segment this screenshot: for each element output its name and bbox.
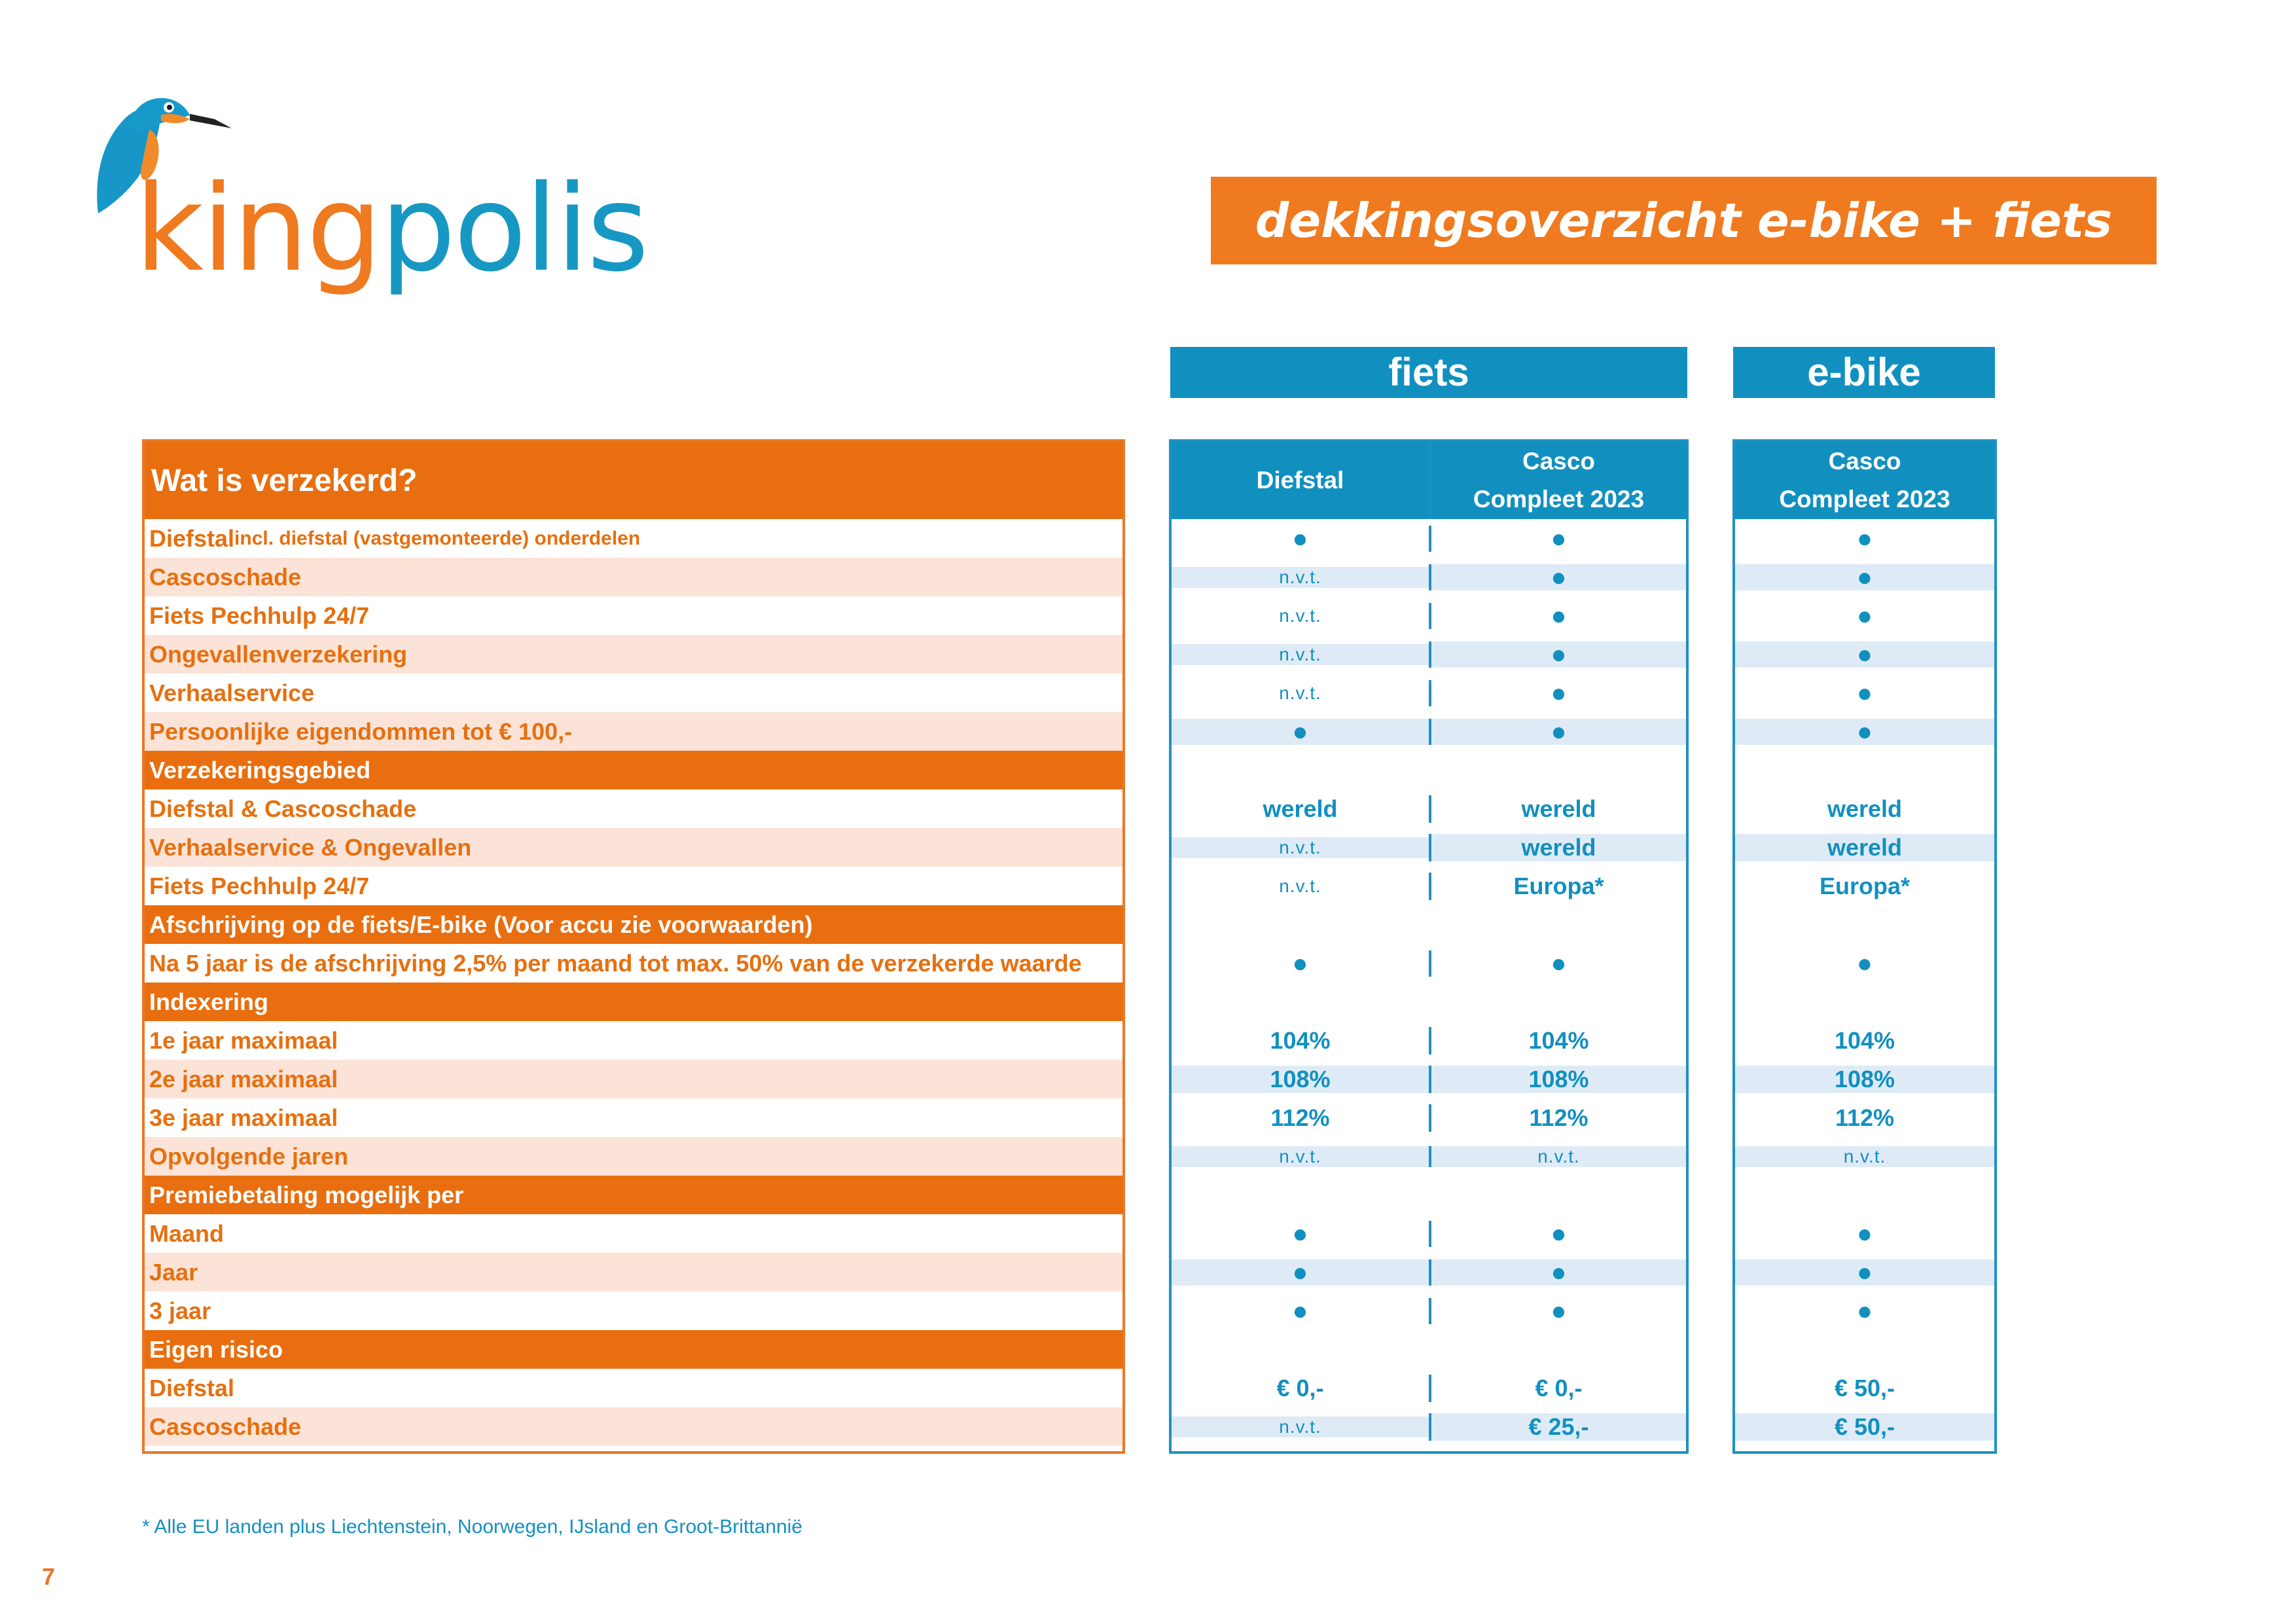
logo-part-king: king [135, 159, 380, 298]
coverage-cell: n.v.t. [1735, 1146, 1994, 1167]
coverage-cell: 104% [1429, 1027, 1686, 1055]
coverage-cell: wereld [1735, 834, 1994, 861]
table-row [1172, 1060, 1686, 1098]
coverage-cell: ● [1735, 680, 1994, 706]
row-label: Diefstal [149, 524, 235, 552]
section-header-row [1735, 751, 1994, 789]
table-row [1172, 1098, 1686, 1137]
row-label: Fiets Pechhulp 24/7 [149, 872, 370, 899]
section-header-row [145, 983, 1122, 1021]
coverage-cell: € 25,- [1429, 1413, 1686, 1441]
table-row [1735, 1098, 1994, 1137]
table-row [1735, 867, 1994, 905]
coverage-cell: n.v.t. [1172, 605, 1429, 626]
coverage-cell: ● [1429, 1221, 1686, 1247]
section-header-row [1735, 983, 1994, 1021]
coverage-cell: ● [1735, 526, 1994, 552]
coverage-cell: 112% [1172, 1104, 1429, 1132]
table-row [1735, 1060, 1994, 1098]
coverage-cell: n.v.t. [1172, 567, 1429, 588]
section-header-row [1172, 751, 1686, 789]
row-label: Persoonlijke eigendommen tot € 100,- [149, 717, 573, 745]
column-header-line: Casco [1828, 448, 1901, 475]
coverage-cell: ● [1429, 564, 1686, 590]
coverage-cell: ● [1429, 950, 1686, 977]
table-row [1735, 674, 1994, 712]
section-header-row [145, 1176, 1122, 1214]
coverage-labels-panel [142, 439, 1125, 1454]
coverage-cell: ● [1429, 719, 1686, 745]
coverage-cell: ● [1735, 1259, 1994, 1286]
page-number: 7 [42, 1563, 56, 1590]
coverage-cell: ● [1735, 950, 1994, 977]
table-row [145, 558, 1122, 596]
table-row [145, 596, 1122, 635]
table-row [145, 1098, 1122, 1137]
group-header-ebike: e-bike [1733, 347, 1995, 398]
row-label: Verhaalservice [149, 679, 315, 706]
coverage-cell: € 0,- [1429, 1375, 1686, 1402]
coverage-cell: ● [1429, 603, 1686, 629]
row-sublabel: incl. diefstal (vastgemonteerde) onderdelen [234, 527, 641, 549]
table-row [1172, 789, 1686, 828]
table-row [1172, 596, 1686, 635]
table-row [1172, 1214, 1686, 1253]
table-row [1735, 635, 1994, 674]
coverage-cell: 108% [1429, 1066, 1686, 1093]
table-row [145, 867, 1122, 905]
coverage-cell: 112% [1735, 1104, 1994, 1132]
logo-wordmark [135, 159, 647, 298]
coverage-cell: ● [1735, 603, 1994, 629]
coverage-cell: € 50,- [1735, 1413, 1994, 1441]
table-row [145, 1060, 1122, 1098]
coverage-cell: € 0,- [1172, 1375, 1429, 1402]
coverage-cell: n.v.t. [1172, 644, 1429, 665]
row-label: Na 5 jaar is de afschrijving 2,5% per maand tot max. 50% van de verzekerde waarde [149, 949, 1082, 977]
coverage-cell: ● [1735, 1221, 1994, 1247]
table-row [1735, 519, 1994, 558]
section-label: Indexering [149, 988, 269, 1015]
coverage-cell: ● [1429, 680, 1686, 706]
column-header-line: Compleet 2023 [1779, 486, 1950, 513]
row-label: Verhaalservice & Ongevallen [149, 833, 472, 861]
coverage-cell: n.v.t. [1172, 837, 1429, 858]
coverage-cell: wereld [1172, 795, 1429, 823]
table-row [145, 1253, 1122, 1291]
table-row [1172, 519, 1686, 558]
coverage-cell: Europa* [1429, 873, 1686, 900]
section-header-row [145, 751, 1122, 789]
table-row [1735, 789, 1994, 828]
row-label: Ongevallenverzekering [149, 640, 408, 668]
section-header-row [1735, 1176, 1994, 1214]
column-header-line: Compleet 2023 [1473, 486, 1645, 513]
coverage-cell: ● [1172, 1259, 1429, 1286]
ebike-header-row [1735, 442, 1994, 519]
table-row [1172, 944, 1686, 983]
coverage-cell: ● [1172, 1298, 1429, 1324]
table-row [1735, 1021, 1994, 1060]
coverage-cell: ● [1172, 719, 1429, 745]
table-row [145, 828, 1122, 867]
coverage-cell: 112% [1429, 1104, 1686, 1132]
kingpolis-logo [92, 92, 668, 334]
fiets-header-row [1172, 442, 1686, 519]
coverage-cell: ● [1429, 641, 1686, 668]
table-row [145, 1021, 1122, 1060]
table-row [1735, 828, 1994, 867]
section-header-row [1172, 983, 1686, 1021]
coverage-cell: wereld [1429, 834, 1686, 861]
table-row [1172, 828, 1686, 867]
section-label: Premiebetaling mogelijk per [149, 1181, 464, 1208]
row-label: Fiets Pechhulp 24/7 [149, 602, 370, 629]
table-row [145, 1214, 1122, 1253]
row-label: 1e jaar maximaal [149, 1026, 338, 1054]
section-header-row [145, 905, 1122, 944]
coverage-cell: 108% [1735, 1066, 1994, 1093]
section-header-row [1735, 905, 1994, 944]
coverage-cell: ● [1172, 1221, 1429, 1247]
row-label: Diefstal [149, 1374, 235, 1401]
table-row [1172, 558, 1686, 596]
coverage-cell: ● [1429, 1298, 1686, 1324]
table-row [145, 944, 1122, 983]
table-header-label: Wat is verzekerd? [151, 463, 418, 498]
table-row [1735, 1407, 1994, 1446]
coverage-cell: ● [1735, 564, 1994, 590]
table-row [1172, 674, 1686, 712]
coverage-cell: n.v.t. [1172, 1416, 1429, 1437]
coverage-cell: € 50,- [1735, 1375, 1994, 1402]
row-label: Jaar [149, 1258, 198, 1286]
table-row [1735, 1291, 1994, 1330]
coverage-cell: Europa* [1735, 873, 1994, 900]
coverage-cell: ● [1172, 526, 1429, 552]
coverage-cell: ● [1429, 1259, 1686, 1286]
table-row [1735, 712, 1994, 751]
row-label: Cascoschade [149, 1413, 302, 1440]
row-label: Opvolgende jaren [149, 1142, 349, 1170]
table-row [1735, 1137, 1994, 1176]
coverage-cell: 104% [1735, 1027, 1994, 1055]
coverage-cell: ● [1735, 1298, 1994, 1324]
row-label: 3e jaar maximaal [149, 1104, 338, 1131]
fiets-coverage-panel [1169, 439, 1689, 1454]
row-label: 3 jaar [149, 1297, 211, 1324]
row-label: 2e jaar maximaal [149, 1065, 338, 1092]
table-row [1735, 944, 1994, 983]
coverage-cell: ● [1172, 950, 1429, 977]
table-row [1172, 1407, 1686, 1446]
group-header-fiets: fiets [1170, 347, 1687, 398]
section-header-row [1735, 1330, 1994, 1369]
table-row [145, 1369, 1122, 1407]
coverage-cell: ● [1429, 526, 1686, 552]
row-label: Maand [149, 1219, 224, 1247]
table-row [1735, 558, 1994, 596]
coverage-cell: 104% [1172, 1027, 1429, 1055]
table-row [145, 1407, 1122, 1446]
section-header-row [1172, 1330, 1686, 1369]
table-row [1735, 1253, 1994, 1291]
table-row [145, 789, 1122, 828]
page-title-banner: dekkingsoverzicht e-bike + fiets [1211, 177, 2157, 264]
table-row [145, 519, 1122, 558]
table-row [145, 674, 1122, 712]
column-header-diefstal: Diefstal [1172, 442, 1429, 519]
table-row [1172, 1021, 1686, 1060]
table-row [1172, 1291, 1686, 1330]
table-row [145, 1137, 1122, 1176]
row-label: Diefstal & Cascoschade [149, 795, 417, 822]
column-header-casco-compleet [1429, 442, 1686, 519]
table-row [1172, 1369, 1686, 1407]
table-row [1172, 1137, 1686, 1176]
column-header-line: Casco [1522, 448, 1596, 475]
coverage-cell: n.v.t. [1172, 1146, 1429, 1167]
table-header-row [145, 442, 1122, 519]
section-label: Eigen risico [149, 1335, 283, 1363]
coverage-cell: n.v.t. [1429, 1146, 1686, 1167]
section-header-row [145, 1330, 1122, 1369]
table-row [1172, 635, 1686, 674]
table-row [1172, 712, 1686, 751]
ebike-coverage-panel [1732, 439, 1997, 1454]
column-header-ebike-casco-compleet [1735, 442, 1994, 519]
section-label: Verzekeringsgebied [149, 756, 371, 784]
section-label: Afschrijving op de fiets/E-bike (Voor accu zie voorwaarden) [149, 911, 813, 938]
coverage-cell: ● [1735, 719, 1994, 745]
table-row [1735, 1214, 1994, 1253]
table-row [1735, 596, 1994, 635]
coverage-cell: n.v.t. [1172, 876, 1429, 897]
section-header-row [1172, 1176, 1686, 1214]
coverage-cell: ● [1735, 641, 1994, 668]
table-row [145, 1291, 1122, 1330]
coverage-cell: wereld [1735, 795, 1994, 823]
logo-part-polis: polis [380, 159, 647, 298]
section-header-row [1172, 905, 1686, 944]
table-row [1735, 1369, 1994, 1407]
table-row [145, 635, 1122, 674]
coverage-cell: 108% [1172, 1066, 1429, 1093]
row-label: Cascoschade [149, 563, 302, 590]
table-row [1172, 867, 1686, 905]
footnote: * Alle EU landen plus Liechtenstein, Noorwegen, IJsland en Groot-Brittannië [142, 1516, 802, 1538]
table-row [145, 712, 1122, 751]
coverage-cell: wereld [1429, 795, 1686, 823]
coverage-cell: n.v.t. [1172, 683, 1429, 704]
table-row [1172, 1253, 1686, 1291]
